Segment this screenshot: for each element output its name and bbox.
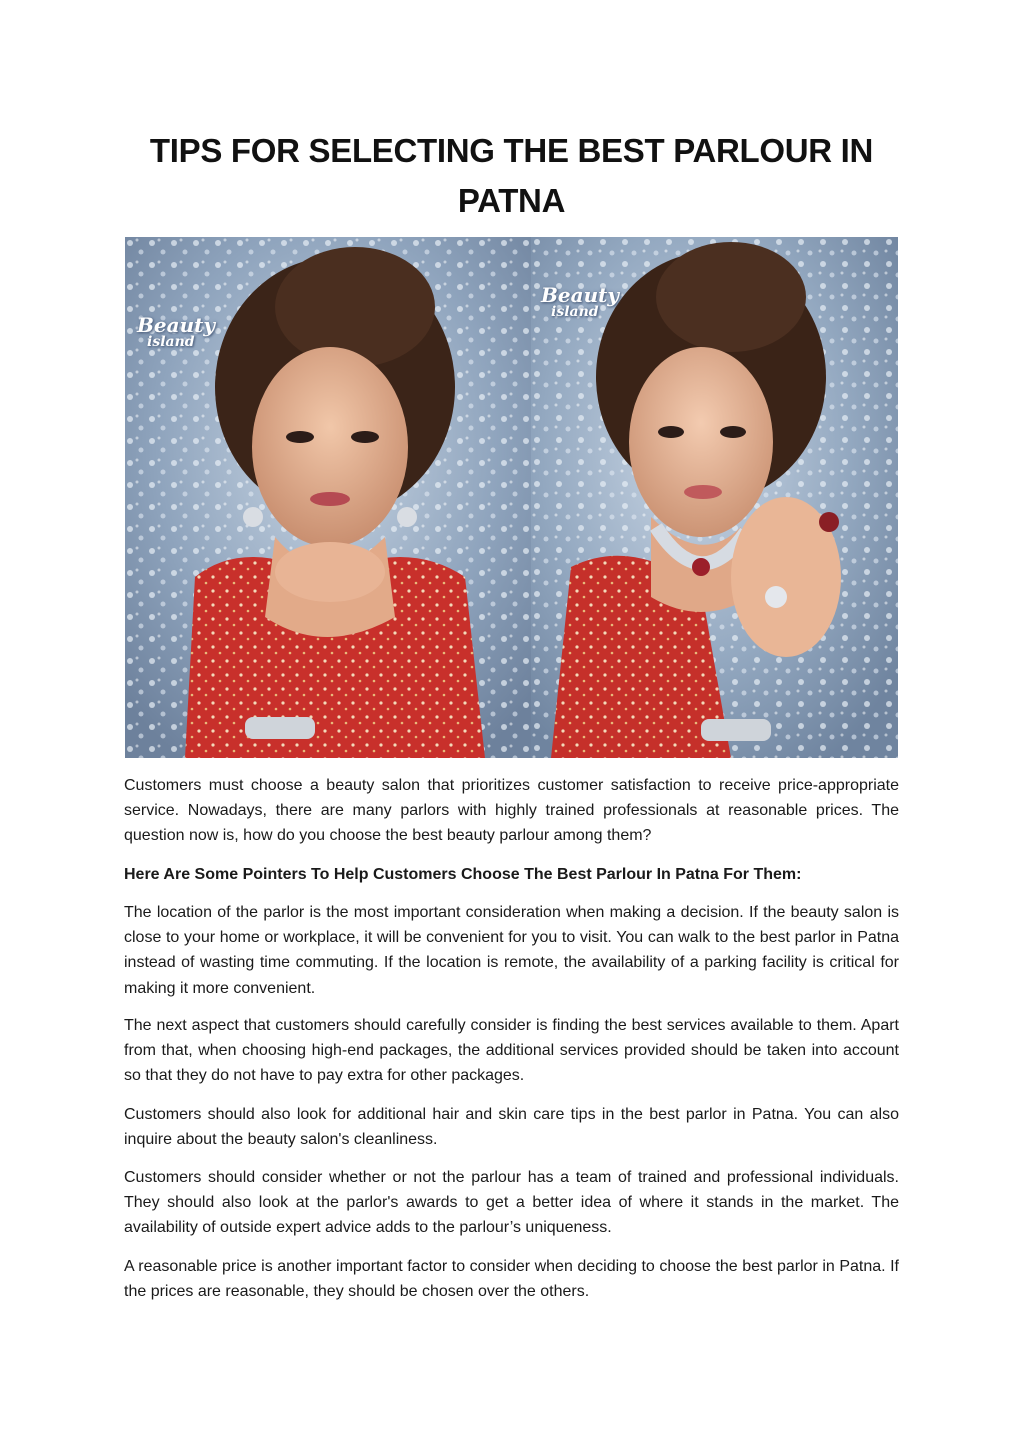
paragraph-services: The next aspect that customers should carefully consider is finding the best services available to them. Apart from that, when choosing high-end packages, the additional services provided should be taken into account so that they do not have to pay extra for other packages. (124, 1017, 899, 1085)
paragraph-location: The location of the parlor is the most important consideration when making a decision. If the beauty salon is close to your home or workplace, it will be convenient for you to visit. You can walk to the best parlor in Patna instead of wasting time commuting. If the location is remote, the availability of a parking facility is critical for making it more convenient. (124, 904, 899, 997)
beauty-island-logo: Beauty island (541, 283, 619, 320)
paragraph-hair-skin-tips: Customers should also look for additional hair and skin care tips in the best parlor in Patna. You can also inquire about the beauty salon's cleanliness. (124, 1106, 899, 1149)
paragraph-price: A reasonable price is another important factor to consider when deciding to choose the best parlor in Patna. If the prices are reasonable, they should be chosen over the others. (124, 1258, 899, 1301)
page-title: TIPS FOR SELECTING THE BEST PARLOUR IN PATNA (149, 132, 874, 219)
paragraph-intro: Customers must choose a beauty salon that prioritizes customer satisfaction to receive price-appropriate service. Nowadays, there are many parlors with highly trained professionals at reasonable prices. The question now is, how do you choose the best beauty parlour among them? (124, 777, 899, 845)
bridal-photo-right (531, 237, 898, 758)
bridal-makeup-photos (125, 237, 898, 758)
beauty-island-logo: Beauty island (137, 313, 215, 350)
section-heading: Here Are Some Pointers To Help Customers Choose The Best Parlour In Patna For Them: (124, 866, 802, 883)
paragraph-team: Customers should consider whether or not the parlour has a team of trained and professional individuals. They should also look at the parlor's awards to get a better idea of where it stands in the market. The availability of outside expert advice adds to the parlour’s uniqueness. (124, 1169, 899, 1237)
bridal-photo-left (125, 237, 531, 758)
